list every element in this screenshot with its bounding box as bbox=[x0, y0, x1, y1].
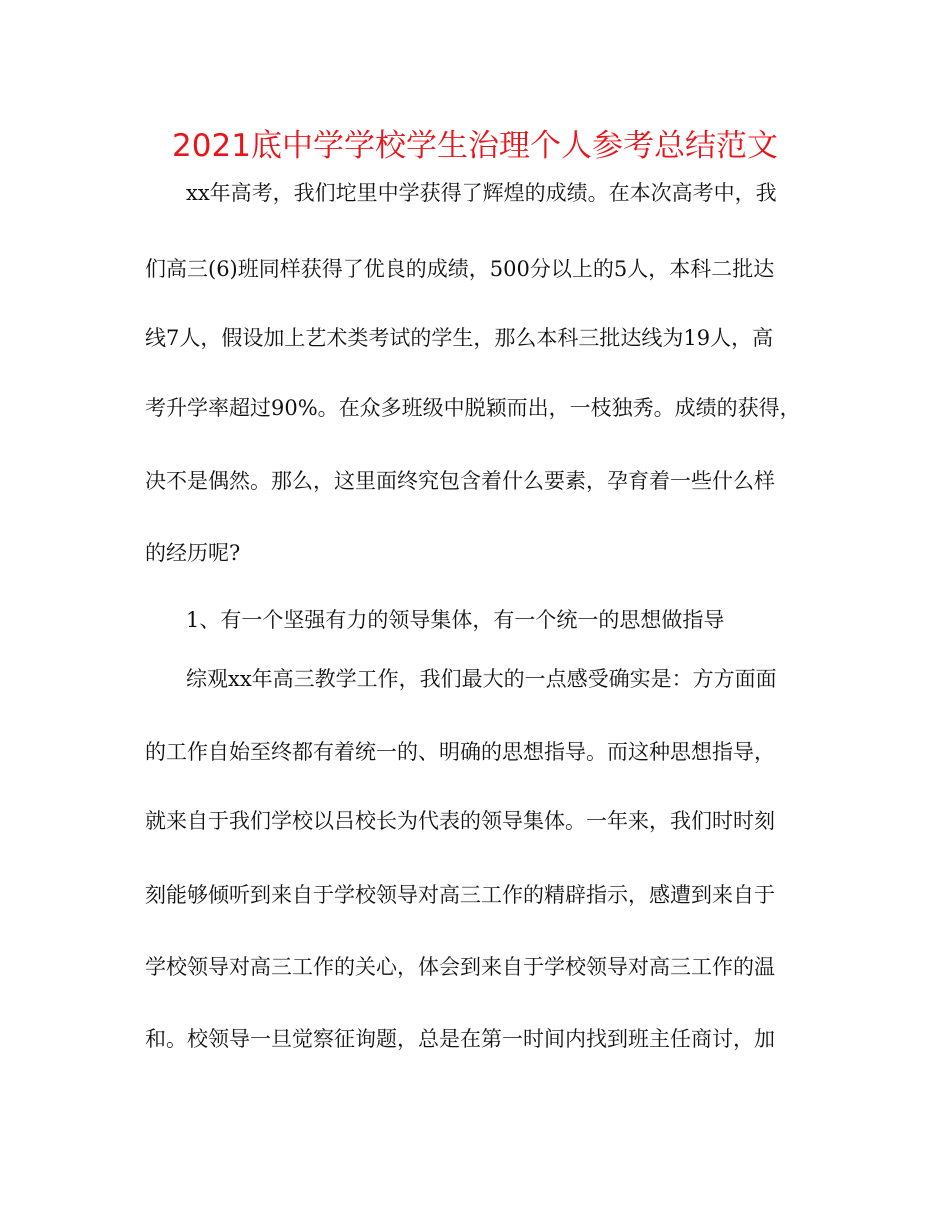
paragraph-line: 综观xx年高三教学工作，我们最大的一点感受确实是：方方面面 bbox=[186, 667, 777, 691]
paragraph-line: xx年高考，我们坨里中学获得了辉煌的成绩。在本次高考中，我 bbox=[186, 181, 777, 205]
paragraph-line: 考升学率超过90%。在众多班级中脱颖而出，一枝独秀。成绩的获得， bbox=[145, 396, 801, 420]
paragraph-line: 们高三(6)班同样获得了优良的成绩，500分以上的5人，本科二批达 bbox=[145, 257, 775, 281]
paragraph-line: 的工作自始至终都有着统一的、明确的思想指导。而这种思想指导， bbox=[145, 740, 775, 764]
paragraph-line: 决不是偶然。那么，这里面终究包含着什么要素，孕育着一些什么样 bbox=[145, 469, 775, 493]
document-title: 2021底中学学校学生治理个人参考总结范文 bbox=[172, 128, 778, 164]
paragraph-line: 的经历呢? bbox=[145, 541, 241, 565]
paragraph-line: 和。校领导一旦觉察征询题，总是在第一时间内找到班主任商讨，加 bbox=[145, 1027, 775, 1051]
paragraph-line: 就来自于我们学校以吕校长为代表的领导集体。一年来，我们时时刻 bbox=[145, 809, 775, 833]
paragraph-line: 刻能够倾听到来自于学校领导对高三工作的精辟指示，感遭到来自于 bbox=[145, 883, 775, 907]
paragraph-line: 线7人，假设加上艺术类考试的学生，那么本科三批达线为19人，高 bbox=[145, 326, 774, 350]
paragraph-line: 学校领导对高三工作的关心，体会到来自于学校领导对高三工作的温 bbox=[145, 955, 775, 979]
section-heading: 1、有一个坚强有力的领导集体，有一个统一的思想做指导 bbox=[186, 608, 725, 632]
